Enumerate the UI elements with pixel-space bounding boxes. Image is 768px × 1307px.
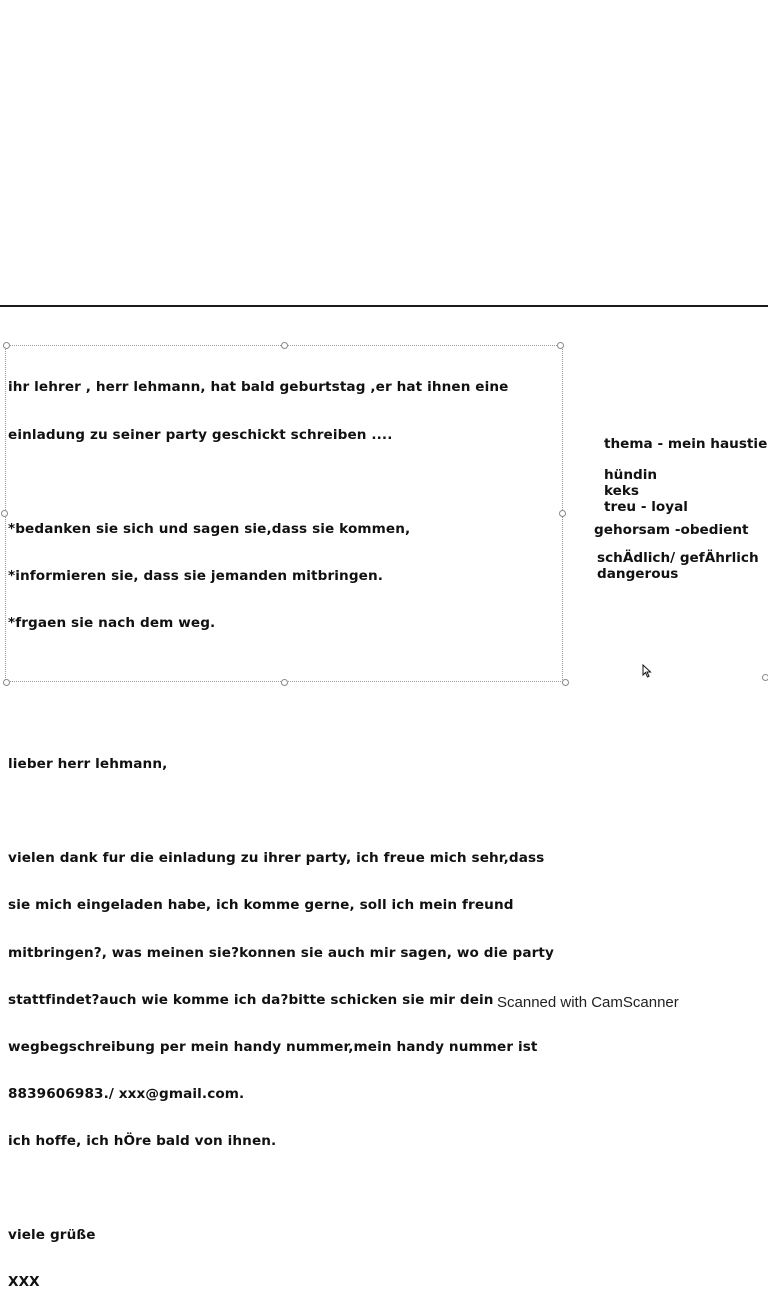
letter-line: mitbringen?, was meinen sie?konnen sie auch mir sagen, wo die party bbox=[8, 944, 554, 961]
letter-line: viele grüße bbox=[8, 1227, 96, 1244]
letter-line: *bedanken sie sich und sagen sie,dass sie kommen, bbox=[8, 520, 411, 537]
letter-line: wegbegschreibung per mein handy nummer,mein handy nummer ist bbox=[8, 1038, 538, 1055]
letter-line: vielen dank fur die einladung zu ihrer party, ich freue mich sehr,dass bbox=[8, 850, 545, 867]
letter-line: ihr lehrer , herr lehmann, hat bald geburtstag ,er hat ihnen eine bbox=[8, 379, 509, 396]
resize-handle-top-left[interactable] bbox=[3, 342, 10, 349]
resize-handle-middle-left[interactable] bbox=[1, 510, 8, 517]
letter-line bbox=[8, 710, 564, 726]
vocab-dangerous: dangerous bbox=[597, 566, 679, 582]
letter-line: 8839606983./ xxx@gmail.com. bbox=[8, 1085, 245, 1102]
letter-line: sie mich eingeladen habe, ich komme gerne, soll ich mein freund bbox=[8, 897, 514, 914]
letter-line: lieber herr lehmann, bbox=[8, 756, 168, 773]
vocab-thema: thema - mein haustie bbox=[604, 436, 768, 452]
scanner-watermark: Scanned with CamScanner bbox=[497, 994, 679, 1011]
letter-line bbox=[8, 475, 564, 491]
letter-line: *frgaen sie nach dem weg. bbox=[8, 614, 216, 631]
letter-body[interactable] bbox=[8, 349, 564, 1307]
resize-handle-edge[interactable] bbox=[762, 674, 768, 681]
resize-handle-top-middle[interactable] bbox=[281, 342, 288, 349]
vocab-treu: treu - loyal bbox=[604, 499, 688, 515]
letter-line: einladung zu seiner party geschickt schreiben .... bbox=[8, 426, 393, 443]
letter-line bbox=[8, 1181, 564, 1197]
resize-handle-top-right[interactable] bbox=[557, 342, 564, 349]
letter-line bbox=[8, 804, 564, 820]
letter-line: XXX bbox=[8, 1274, 40, 1291]
mouse-pointer-icon bbox=[642, 664, 654, 678]
vocab-gehorsam: gehorsam -obedient bbox=[594, 522, 749, 538]
vocab-keks: keks bbox=[604, 483, 640, 499]
letter-line: ich hoffe, ich hÖre bald von ihnen. bbox=[8, 1132, 277, 1149]
vocab-huendin: hündin bbox=[604, 467, 658, 483]
page-divider-line bbox=[0, 305, 768, 307]
letter-line bbox=[8, 663, 564, 679]
letter-line: stattfindet?auch wie komme ich da?bitte schicken sie mir dein bbox=[8, 991, 494, 1008]
vocab-schaedlich: schÄdlich/ gefÄhrlich bbox=[597, 550, 759, 566]
letter-line: *informieren sie, dass sie jemanden mitbringen. bbox=[8, 567, 384, 584]
